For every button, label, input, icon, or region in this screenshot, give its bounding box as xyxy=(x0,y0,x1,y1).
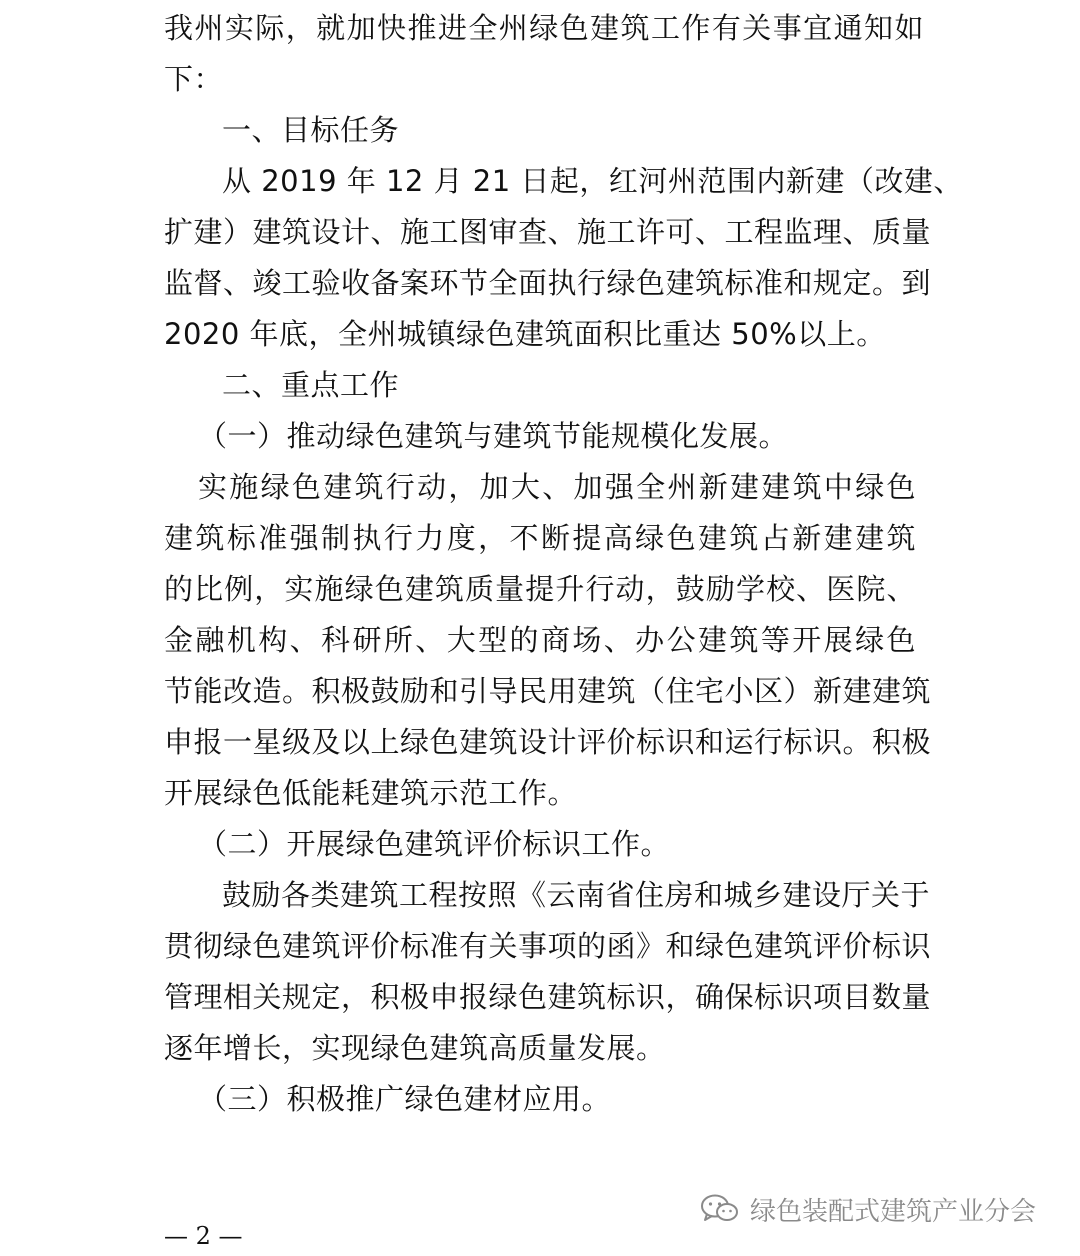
paragraph-line: 我州实际，就加快推进全州绿色建筑工作有关事宜通知如 xyxy=(164,11,924,45)
page-number: — 2 — xyxy=(164,1222,243,1250)
watermark-text: 绿色装配式建筑产业分会 xyxy=(750,1196,1037,1227)
paragraph-line: 管理相关规定，积极申报绿色建筑标识，确保标识项目数量 xyxy=(164,980,932,1014)
paragraph-line: 逐年增长，实现绿色建筑高质量发展。 xyxy=(164,1031,666,1065)
paragraph-line: 扩建）建筑设计、施工图审查、施工许可、工程监理、质量 xyxy=(164,215,932,249)
subsection-heading: （二）开展绿色建筑评价标识工作。 xyxy=(198,827,671,861)
paragraph-line: 鼓励各类建筑工程按照《云南省住房和城乡建设厅关于 xyxy=(222,878,931,912)
paragraph-line: 实施绿色建筑行动，加大、加强全州新建建筑中绿色 xyxy=(198,470,916,504)
subsection-heading: （三）积极推广绿色建材应用。 xyxy=(198,1082,612,1116)
paragraph-line: 开展绿色低能耗建筑示范工作。 xyxy=(164,776,578,810)
paragraph-line: 2020 年底，全州城镇绿色建筑面积比重达 50%以上。 xyxy=(164,317,886,351)
paragraph-line: 贯彻绿色建筑评价标准有关事项的函》和绿色建筑评价标识 xyxy=(164,929,932,963)
paragraph-line: 的比例，实施绿色建筑质量提升行动，鼓励学校、医院、 xyxy=(164,572,916,606)
paragraph-line: 节能改造。积极鼓励和引导民用建筑（住宅小区）新建建筑 xyxy=(164,674,932,708)
paragraph-line: 从 2019 年 12 月 21 日起，红河州范围内新建（改建、 xyxy=(222,164,963,198)
paragraph-line: 下： xyxy=(164,62,224,96)
section-heading: 一、目标任务 xyxy=(222,113,400,147)
paragraph-line: 建筑标准强制执行力度，不断提高绿色建筑占新建建筑 xyxy=(164,521,916,555)
paragraph-line: 金融机构、科研所、大型的商场、办公建筑等开展绿色 xyxy=(164,623,916,657)
wechat-icon xyxy=(700,1193,740,1225)
watermark xyxy=(700,1186,1036,1232)
paragraph-line: 申报一星级及以上绿色建筑设计评价标识和运行标识。积极 xyxy=(164,725,932,759)
paragraph-line: 监督、竣工验收备案环节全面执行绿色建筑标准和规定。到 xyxy=(164,266,932,300)
section-heading: 二、重点工作 xyxy=(222,368,400,402)
subsection-heading: （一）推动绿色建筑与建筑节能规模化发展。 xyxy=(198,419,789,453)
